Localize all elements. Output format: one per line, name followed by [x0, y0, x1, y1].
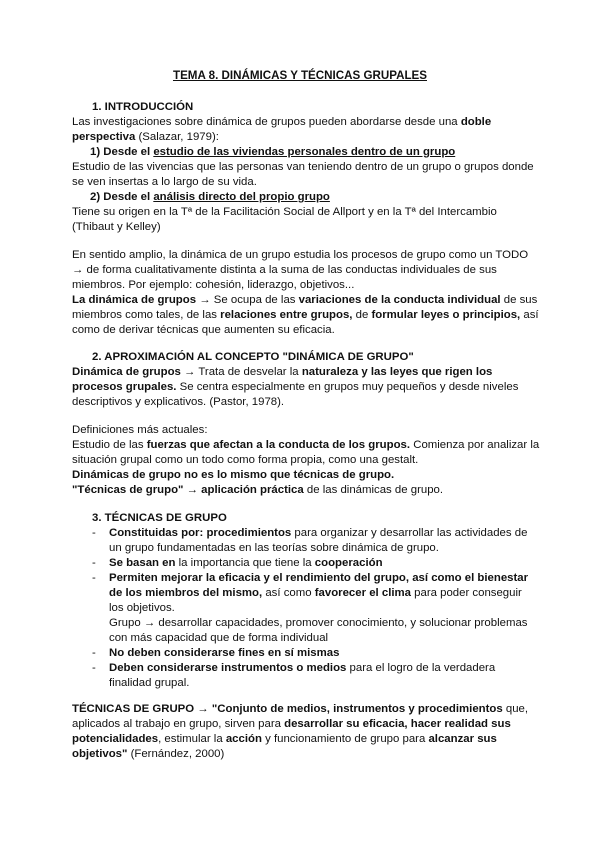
bullet-marker: -	[92, 647, 96, 659]
bullet-3-line-5: con más capacidad que de forma individual	[109, 632, 329, 644]
para3-line-1	[72, 293, 537, 308]
text-run: Las investigaciones sobre dinámica de grupos pueden abordarse desde una	[72, 116, 461, 128]
bold-run: procesos grupales.	[72, 381, 177, 393]
bold-run: cooperación	[314, 557, 383, 569]
definitions-label: Definiciones más actuales:	[72, 424, 208, 436]
definition-line-3	[72, 732, 497, 747]
text-run: para poder conseguir	[410, 587, 522, 599]
document-title: TEMA 8. DINÁMICAS Y TÉCNICAS GRUPALES	[172, 69, 427, 82]
para2-line-1: En sentido amplio, la dinámica de un grupo estudia los procesos de grupo como un TODO	[72, 249, 529, 261]
text-run: (Fernández, 2000)	[127, 748, 225, 760]
definition-line-2	[72, 717, 511, 732]
text-run: 2) Desde el	[90, 191, 154, 203]
bold-run: naturaleza y las leyes que rigen los	[301, 366, 493, 378]
bold-run: formular leyes o principios,	[371, 309, 521, 321]
bold-run: Se basan en	[109, 557, 176, 569]
bold-run: fuerzas que afectan a la conducta de los grupos.	[146, 439, 411, 451]
bold-run: acción	[225, 733, 262, 745]
text-run: de	[352, 309, 372, 321]
definitions-line-3: Dinámicas de grupo no es lo mismo que técnicas de grupo.	[72, 469, 395, 481]
definition-line-1	[72, 702, 528, 717]
text-run: la importancia que tiene la	[175, 557, 315, 569]
section-heading-aproximacion: 2. APROXIMACIÓN AL CONCEPTO "DINÁMICA DE GRUPO"	[92, 351, 414, 363]
section-heading-introduccion: 1. INTRODUCCIÓN	[92, 101, 194, 113]
underlined-run: análisis directo del propio grupo	[153, 191, 330, 203]
intro-line-1	[72, 115, 491, 130]
text-run: y funcionamiento de grupo para	[261, 733, 429, 745]
text-run: (Salazar, 1979):	[135, 131, 219, 143]
bold-run: variaciones de la conducta individual	[298, 294, 501, 306]
para2-line-2: → de forma cualitativamente distinta a la suma de las conductas individuales de sus	[72, 264, 497, 276]
bold-run: La dinámica de grupos	[72, 294, 197, 306]
subheading-1	[90, 145, 455, 160]
bullet-5-line-1	[109, 661, 495, 676]
bullet-4: No deben considerarse fines en sí mismas	[109, 647, 340, 659]
s2-line-1	[72, 365, 492, 380]
bullet-3-line-1: Permiten mejorar la eficacia y el rendimiento del grupo, así como el bienestar	[109, 572, 529, 584]
bullet-3-line-2	[109, 586, 522, 601]
definition-line-4	[72, 747, 224, 762]
bold-run: favorecer el clima	[314, 587, 411, 599]
bullet-marker: -	[92, 662, 96, 674]
text-run: de las dinámicas de grupo.	[303, 484, 444, 496]
bullet-marker: -	[92, 527, 96, 539]
text-run: → Se ocupa de las	[196, 294, 299, 306]
text-run: de sus	[500, 294, 538, 306]
section-heading-tecnicas: 3. TÉCNICAS DE GRUPO	[92, 512, 227, 524]
text-run: , estimular la	[158, 733, 226, 745]
sub1-line-1: Estudio de las vivencias que las personas van teniendo dentro de un grupo o grupos donde	[72, 161, 534, 173]
bullet-1-line-2: un grupo fundamentadas en las teorías sobre dinámica de grupo.	[109, 542, 439, 554]
bold-run: "Técnicas de grupo" → aplicación práctica	[72, 484, 304, 496]
bold-run: TÉCNICAS DE GRUPO → "Conjunto de medios, instrumentos y procedimientos	[72, 703, 503, 715]
text-run: miembros como tales, de las	[72, 309, 221, 321]
bold-run: desarrollar su eficacia, hacer realidad sus	[284, 718, 511, 730]
bullet-marker: -	[92, 572, 96, 584]
bullet-marker: -	[92, 557, 96, 569]
text-run: así como	[262, 587, 315, 599]
bullet-1-line-1	[109, 526, 527, 541]
text-run: → Trata de desvelar la	[180, 366, 302, 378]
text-run: Se centra especialmente en grupos muy pequeños y desde niveles	[176, 381, 519, 393]
text-run: Comienza por analizar la	[410, 439, 540, 451]
text-run: para organizar y desarrollar las actividades de	[291, 527, 528, 539]
subheading-2	[90, 190, 330, 205]
bold-run: Dinámica de grupos	[72, 366, 181, 378]
text-run: así	[520, 309, 539, 321]
sub2-line-1: Tiene su origen en la Tª de la Facilitación Social de Allport y en la Tª del Intercambio	[72, 206, 497, 218]
bold-run: alcanzar sus	[428, 733, 497, 745]
bold-run: de los miembros del mismo,	[109, 587, 263, 599]
bold-run: relaciones entre grupos,	[220, 309, 353, 321]
sub2-line-2: (Thibaut y Kelley)	[72, 221, 161, 233]
text-run: para el logro de la verdadera	[346, 662, 496, 674]
bullet-2	[109, 556, 383, 571]
s2-line-3: descriptivos y explicativos. (Pastor, 1978).	[72, 396, 285, 408]
bold-run: doble	[460, 116, 492, 128]
definitions-line-4	[72, 483, 443, 498]
para2-line-3: miembros. Por ejemplo: cohesión, liderazgo, objetivos...	[72, 279, 355, 291]
definitions-line-1	[72, 438, 539, 453]
text-run: que,	[502, 703, 529, 715]
intro-line-2	[72, 130, 219, 145]
text-run: 1) Desde el	[90, 146, 154, 158]
text-run: aplicados al trabajo en grupo, sirven para	[72, 718, 285, 730]
bold-run: perspectiva	[72, 131, 136, 143]
text-run: Estudio de las	[72, 439, 147, 451]
bullet-3-line-4: Grupo → desarrollar capacidades, promover conocimiento, y solucionar problemas	[109, 617, 528, 629]
para3-line-3: como de derivar técnicas que aumenten su eficacia.	[72, 324, 335, 336]
bold-run: objetivos"	[72, 748, 128, 760]
definitions-line-2: situación grupal como un todo como forma propia, como una gestalt.	[72, 454, 419, 466]
bullet-5-line-2: finalidad grupal.	[109, 677, 190, 689]
para3-line-2	[72, 308, 539, 323]
s2-line-2	[72, 380, 518, 395]
sub1-line-2: se ven insertas a lo largo de su vida.	[72, 176, 257, 188]
bold-run: potencialidades	[72, 733, 159, 745]
bullet-3-line-3: los objetivos.	[109, 602, 175, 614]
bold-run: Constituidas por: procedimientos	[109, 527, 292, 539]
bold-run: Deben considerarse instrumentos o medios	[109, 662, 347, 674]
underlined-run: estudio de las viviendas personales dentro de un grupo	[153, 146, 456, 158]
